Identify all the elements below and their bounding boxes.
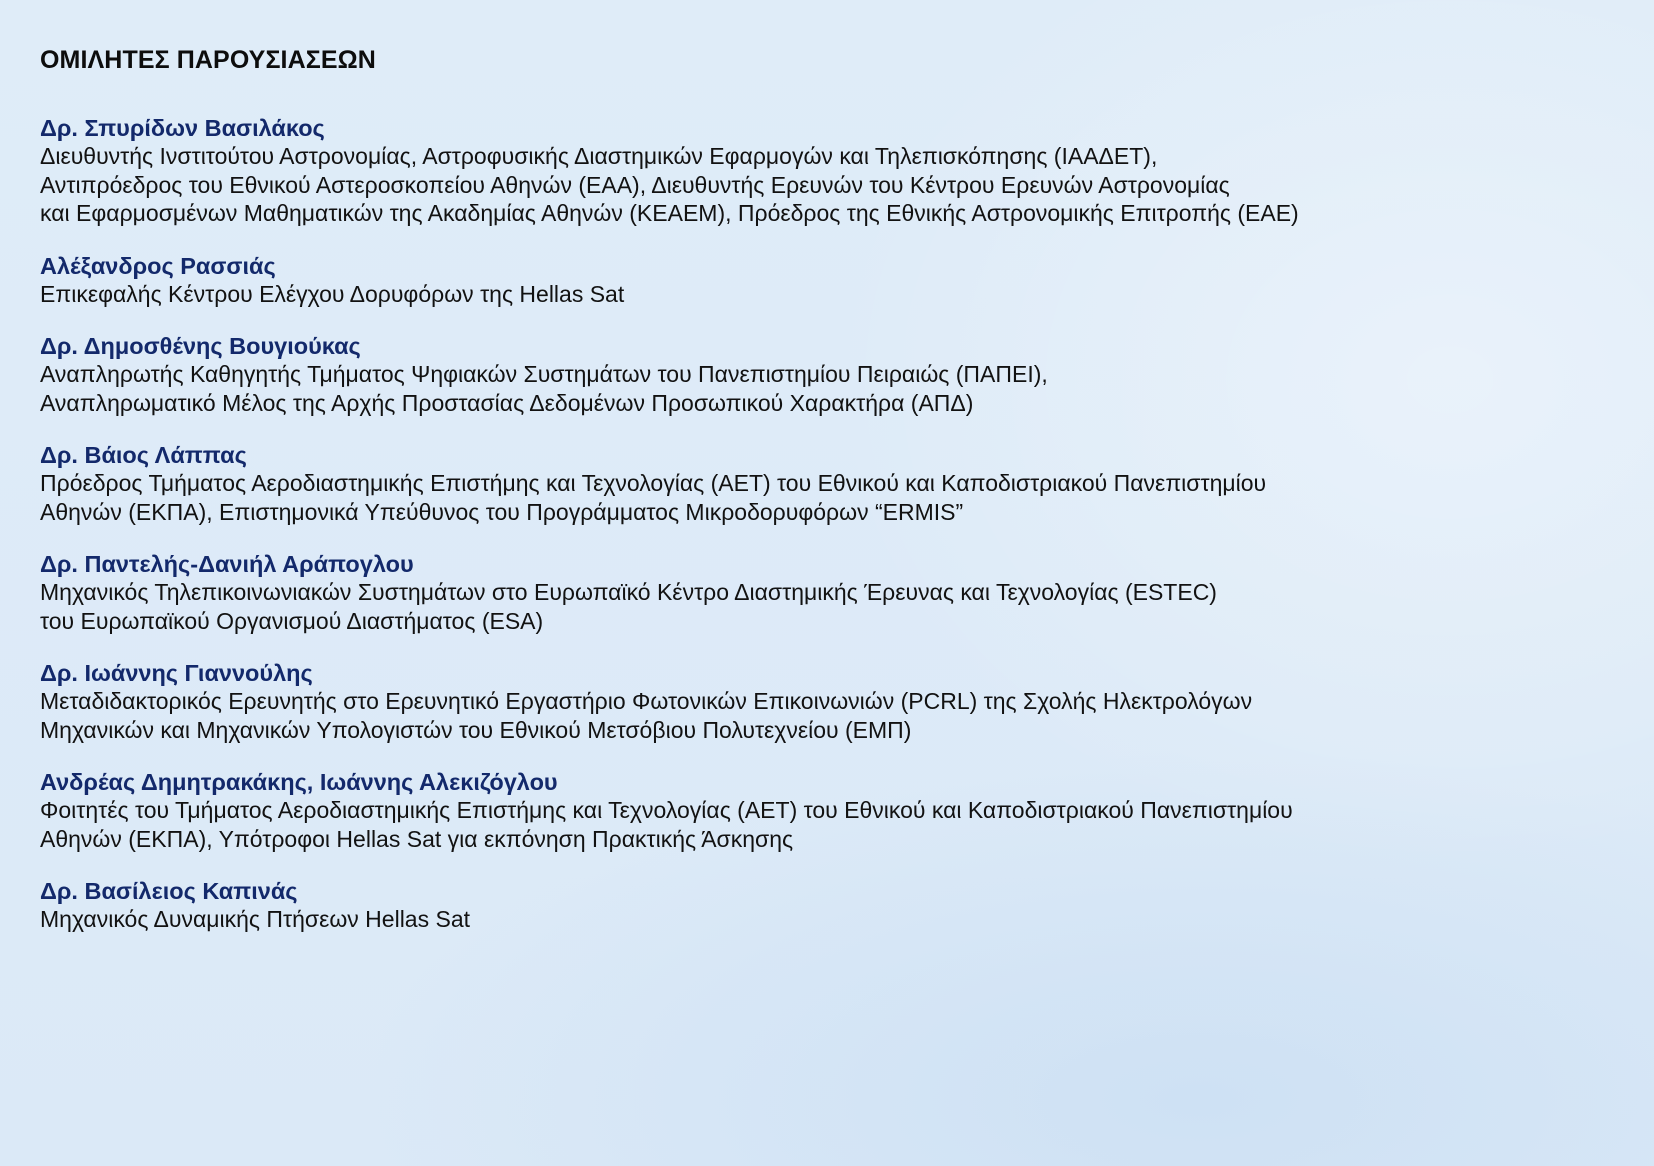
affiliation-line: Φοιτητές του Τμήματος Αεροδιαστημικής Επιστήμης και Τεχνολογίας (ΑΕΤ) του Εθνικού και Καποδιστριακού Πανεπιστημίου: [40, 797, 1293, 823]
speaker-entry: [40, 441, 1600, 526]
speaker-entry: [40, 768, 1600, 853]
speaker-entry: [40, 332, 1600, 417]
speaker-name: Ανδρέας Δημητρακάκης, Ιωάννης Αλεκιζόγλου: [40, 769, 558, 795]
speaker-name: Δρ. Παντελής-Δανιήλ Αράπογλου: [40, 551, 414, 577]
speaker-affiliation: [40, 905, 1600, 934]
affiliation-line: Αθηνών (ΕΚΠΑ), Επιστημονικά Υπεύθυνος του Προγράμματος Μικροδορυφόρων “ERMIS”: [40, 498, 964, 525]
speaker-affiliation: [40, 360, 1600, 417]
affiliation-line: Αντιπρόεδρος του Εθνικού Αστεροσκοπείου Αθηνών (ΕΑΑ), Διευθυντής Ερευνών του Κέντρου Ερευνών Αστρονομίας: [40, 171, 1230, 198]
speaker-name: Δρ. Βασίλειος Καπινάς: [40, 878, 298, 904]
speaker-entry: [40, 550, 1600, 635]
speaker-name: Δρ. Βάιος Λάππας: [40, 442, 247, 468]
affiliation-line: Μηχανικών και Μηχανικών Υπολογιστών του Εθνικού Μετσόβιου Πολυτεχνείου (ΕΜΠ): [40, 716, 912, 743]
affiliation-line: του Ευρωπαϊκού Οργανισμού Διαστήματος (ESA): [40, 607, 544, 634]
affiliation-line: και Εφαρμοσμένων Μαθηματικών της Ακαδημίας Αθηνών (ΚΕΑΕΜ), Πρόεδρος της Εθνικής Αστρονομικής Επιτροπής (ΕΑΕ): [40, 200, 1299, 226]
affiliation-line: Επικεφαλής Κέντρου Ελέγχου Δορυφόρων της Hellas Sat: [40, 280, 625, 307]
affiliation-line: Αναπληρωτής Καθηγητής Τμήματος Ψηφιακών Συστημάτων του Πανεπιστημίου Πειραιώς (ΠΑΠΕΙ),: [40, 361, 1048, 387]
speaker-name: Δρ. Ιωάννης Γιαννούλης: [40, 660, 313, 686]
speaker-affiliation: [40, 687, 1600, 744]
speaker-name: Αλέξανδρος Ρασσιάς: [40, 252, 276, 279]
affiliation-line: Μεταδιδακτορικός Ερευνητής στο Ερευνητικό Εργαστήριο Φωτονικών Επικοινωνιών (PCRL) της Σχολής Ηλεκτρολόγων: [40, 688, 1253, 714]
speaker-name: Δρ. Δημοσθένης Βουγιούκας: [40, 333, 361, 359]
speaker-affiliation: [40, 469, 1600, 526]
affiliation-line: Διευθυντής Ινστιτούτου Αστρονομίας, Αστροφυσικής Διαστημικών Εφαρμογών και Τηλεπισκόπησης (ΙΑΑΔΕΤ),: [40, 143, 1158, 169]
speaker-affiliation: [40, 796, 1600, 853]
speaker-entry: [40, 659, 1600, 744]
speaker-affiliation: [40, 280, 1600, 309]
affiliation-line: Αθηνών (ΕΚΠΑ), Υπότροφοι Hellas Sat για εκπόνηση Πρακτικής Άσκησης: [40, 825, 794, 852]
speaker-affiliation: [40, 578, 1600, 635]
speaker-entry: [40, 252, 1600, 309]
speaker-entry: [40, 877, 1600, 934]
affiliation-line: Μηχανικός Δυναμικής Πτήσεων Hellas Sat: [40, 906, 471, 932]
affiliation-line: Αναπληρωματικό Μέλος της Αρχής Προστασίας Δεδομένων Προσωπικού Χαρακτήρα (ΑΠΔ): [40, 389, 974, 416]
speaker-entry: [40, 114, 1600, 228]
affiliation-line: Μηχανικός Τηλεπικοινωνιακών Συστημάτων στο Ευρωπαϊκό Κέντρο Διαστημικής Έρευνας και Τεχνολογίας (ESTEC): [40, 579, 1217, 605]
affiliation-line: Πρόεδρος Τμήματος Αεροδιαστημικής Επιστήμης και Τεχνολογίας (ΑΕΤ) του Εθνικού και Καποδιστριακού Πανεπιστημίου: [40, 470, 1267, 496]
speaker-affiliation: [40, 142, 1600, 228]
speaker-name: Δρ. Σπυρίδων Βασιλάκος: [40, 115, 325, 141]
page-title: ΟΜΙΛΗΤΕΣ ΠΑΡΟΥΣΙΑΣΕΩΝ: [40, 46, 376, 74]
speakers-page: [40, 44, 1600, 958]
